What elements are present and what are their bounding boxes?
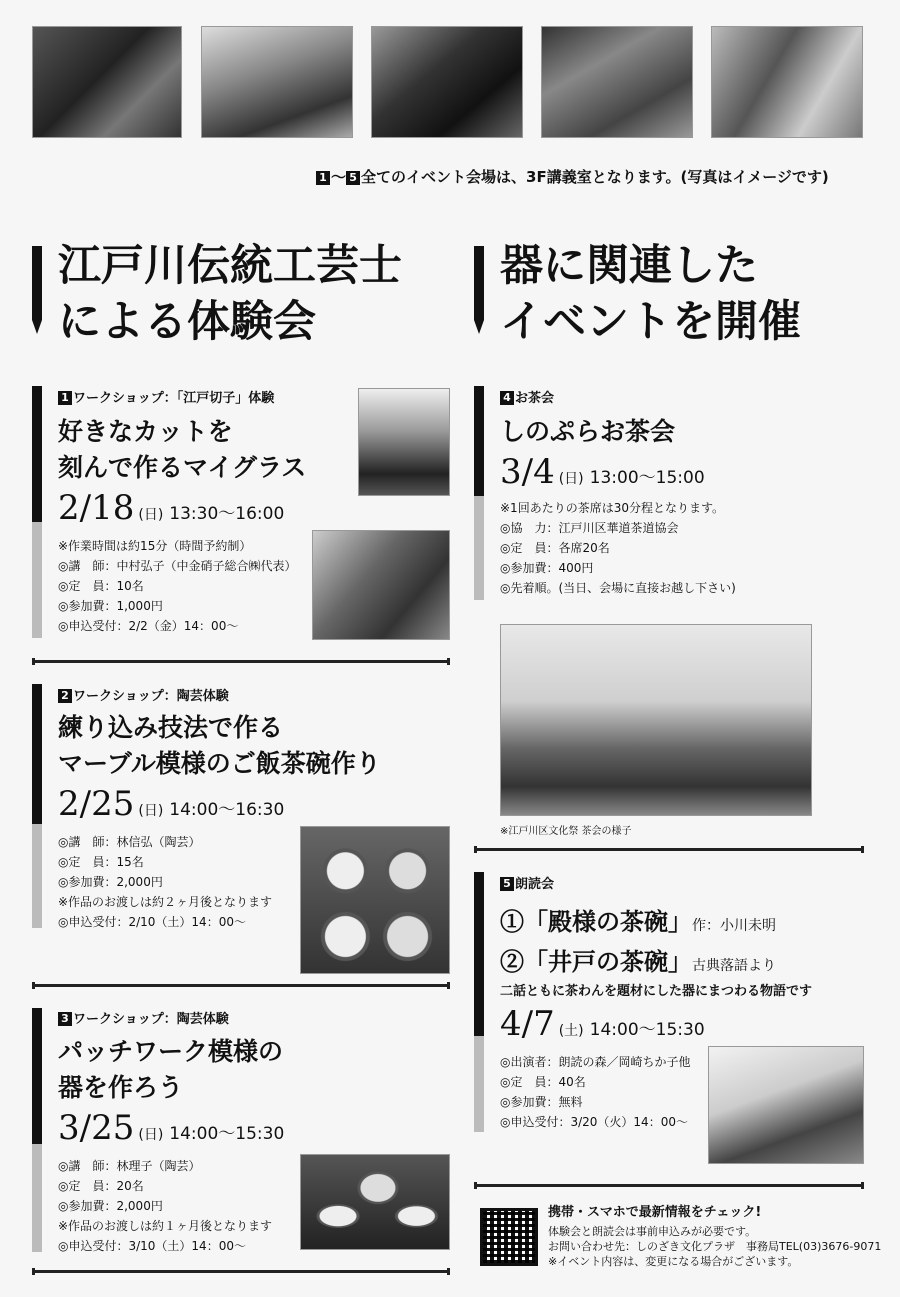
event-3-title-line-1: パッチワーク模様の [58,1037,284,1066]
footer-heading: 携帯・スマホで最新情報をチェック! [548,1205,762,1220]
event-5-reading-1 [500,902,776,937]
headline-right-line-1: 器に関連した [500,241,758,291]
footer-line: ※イベント内容は、変更になる場合がございます。 [548,1255,799,1268]
footer-line: お問い合わせ先：しのざき文化プラザ 事務局TEL(03)3676-9071 [548,1240,882,1253]
event-2-time: 14:00〜16:30 [169,800,285,820]
event-1-weekday: (日) [138,507,164,523]
event-1-detail: ※作業時間は約15分（時間予約制） [58,539,252,553]
event-4-bar-lower [474,496,484,600]
event-4-details [500,498,736,598]
event-2-detail: ◎申込受付：2/10（土）14：00〜 [58,915,246,929]
event-5-detail: ◎参加費：無料 [500,1095,583,1109]
event-5-reading-2-source: 古典落語より [692,958,776,974]
headline-right [500,238,801,350]
event-1-craftsman-photo [312,530,450,640]
event-5-reader-photo [708,1046,864,1164]
event-4-detail: ◎先着順。(当日、会場に直接お越し下さい) [500,581,736,595]
event-5-date [500,1004,705,1044]
event-1-title [58,414,306,486]
event-4-bar [474,386,484,496]
event-3-label-text: ワークショップ：陶芸体験 [73,1012,229,1027]
event-3-title-line-2: 器を作ろう [58,1073,184,1102]
qr-code-icon[interactable] [480,1208,538,1266]
event-1-title-line-2: 刻んで作るマイグラス [58,453,307,482]
event-5-reading-2 [500,942,776,977]
headline-left-line-2: による体験会 [58,297,316,347]
event-4-weekday: (日) [558,471,584,487]
event-4-label [500,387,554,406]
event-1-detail: ◎参加費：1,000円 [58,599,163,613]
event-4-number: 4 [500,391,514,405]
event-4-time: 13:00〜15:00 [589,468,705,488]
event-1-date [58,488,284,528]
event-1-detail: ◎講 師：中村弘子（中金硝子総合㈱代表） [58,559,297,573]
event-2-date [58,784,284,824]
event-4-label-text: お茶会 [515,391,555,406]
event-3-detail: ※作品のお渡しは約１ヶ月後となります [58,1219,273,1233]
headline-right-line-2: イベントを開催 [500,297,801,347]
top-photo-1 [32,26,182,138]
event-4-detail: ◎定 員：各席20名 [500,541,610,555]
event-3-detail: ◎講 師：林理子（陶芸） [58,1159,201,1173]
event-5-detail: ◎出演者：朗読の森／岡崎ちか子他 [500,1055,691,1069]
event-4-tea-party-photo [500,624,812,816]
event-5-date-day: 4/7 [500,1004,555,1044]
event-5-label [500,873,554,892]
event-5-reading-1-author: 作：小川未明 [692,918,776,934]
event-3-date [58,1108,284,1148]
event-5-divider [474,1184,864,1187]
event-2-divider [32,984,450,987]
event-3-details [58,1156,272,1256]
event-5-details [500,1052,690,1132]
event-5-bar-lower [474,1036,484,1132]
event-2-label-text: ワークショップ：陶芸体験 [73,689,229,704]
event-5-bar [474,872,484,1036]
event-3-detail: ◎定 員：20名 [58,1179,144,1193]
range-end-badge: 5 [346,171,360,185]
event-2-detail: ※作品のお渡しは約２ヶ月後となります [58,895,273,909]
event-2-detail: ◎参加費：2,000円 [58,875,163,889]
event-2-detail: ◎定 員：15名 [58,855,144,869]
event-2-number: 2 [58,689,72,703]
event-2-title-line-2: マーブル模様のご飯茶碗作り [58,749,381,778]
event-4-divider [474,848,864,851]
event-4-detail: ◎参加費：400円 [500,561,594,575]
event-1-bar-lower [32,522,42,638]
event-1-detail: ◎定 員：10名 [58,579,144,593]
event-5-detail: ◎申込受付：3/20（火）14：00〜 [500,1115,688,1129]
event-4-photo-caption: ※江戸川区文化祭 茶会の様子 [500,826,632,837]
event-5-reading-2-title: ②「井戸の茶碗」 [500,947,692,976]
footer-line: 体験会と朗読会は事前申込みが必要です。 [548,1225,757,1238]
event-2-bar-lower [32,824,42,928]
event-1-detail: ◎申込受付：2/2（金）14：00〜 [58,619,239,633]
event-3-detail: ◎参加費：2,000円 [58,1199,163,1213]
event-4-date [500,452,705,492]
venue-note [316,166,829,187]
event-5-label-text: 朗読会 [515,877,555,892]
event-2-title-line-1: 練り込み技法で作る [58,713,284,742]
event-5-weekday: (土) [558,1023,584,1039]
event-5-detail: ◎定 員：40名 [500,1075,586,1089]
event-4-detail: ◎協 力：江戸川区華道茶道協会 [500,521,679,535]
event-1-number: 1 [58,391,72,405]
event-5-reading-1-title: ①「殿様の茶碗」 [500,907,692,936]
event-3-title [58,1034,283,1106]
event-4-title [500,414,675,450]
event-2-label [58,685,229,704]
event-3-weekday: (日) [138,1127,164,1143]
venue-note-text: 全てのイベント会場は、3F講義室となります。(写真はイメージです) [361,168,829,186]
top-photo-4 [541,26,693,138]
event-4-title-line-1: しのぷらお茶会 [500,417,676,446]
event-5-time: 14:00〜15:30 [589,1020,705,1040]
event-3-date-day: 3/25 [58,1108,135,1148]
event-4-date-day: 3/4 [500,452,555,492]
headline-right-bar [474,246,484,320]
event-1-details [58,536,296,636]
event-3-detail: ◎申込受付：3/10（土）14：00〜 [58,1239,246,1253]
event-1-time: 13:30〜16:00 [169,504,285,524]
event-5-summary: 二話ともに茶わんを題材にした器にまつわる物語です [500,984,813,999]
event-1-label-text: ワークショップ：「江戸切子」体験 [73,391,275,406]
top-photo-5 [711,26,863,138]
event-1-label [58,387,274,406]
top-photo-3 [371,26,523,138]
event-1-date-day: 2/18 [58,488,135,528]
event-3-time: 14:00〜15:30 [169,1124,285,1144]
event-3-bar-lower [32,1144,42,1252]
event-2-date-day: 2/25 [58,784,135,824]
event-1-bar [32,386,42,522]
range-separator: 〜 [331,168,347,186]
event-2-weekday: (日) [138,803,164,819]
event-3-divider [32,1270,450,1273]
headline-left [58,238,402,350]
headline-left-line-1: 江戸川伝統工芸士 [58,241,402,291]
event-1-title-line-1: 好きなカットを [58,417,233,446]
event-5-number: 5 [500,877,514,891]
top-photo-2 [201,26,353,138]
event-4-detail: ※1回あたりの茶席は30分程となります。 [500,501,725,515]
event-2-title [58,710,381,782]
footer-lines [548,1224,881,1269]
event-2-bowls-photo [300,826,450,974]
event-3-number: 3 [58,1012,72,1026]
event-3-label [58,1008,229,1027]
event-3-bowls-photo [300,1154,450,1250]
event-2-detail: ◎講 師：林信弘（陶芸） [58,835,201,849]
event-2-bar [32,684,42,824]
headline-left-bar [32,246,42,320]
range-start-badge: 1 [316,171,330,185]
event-1-glass-photo [358,388,450,496]
event-3-bar [32,1008,42,1144]
event-1-divider [32,660,450,663]
event-2-details [58,832,272,932]
